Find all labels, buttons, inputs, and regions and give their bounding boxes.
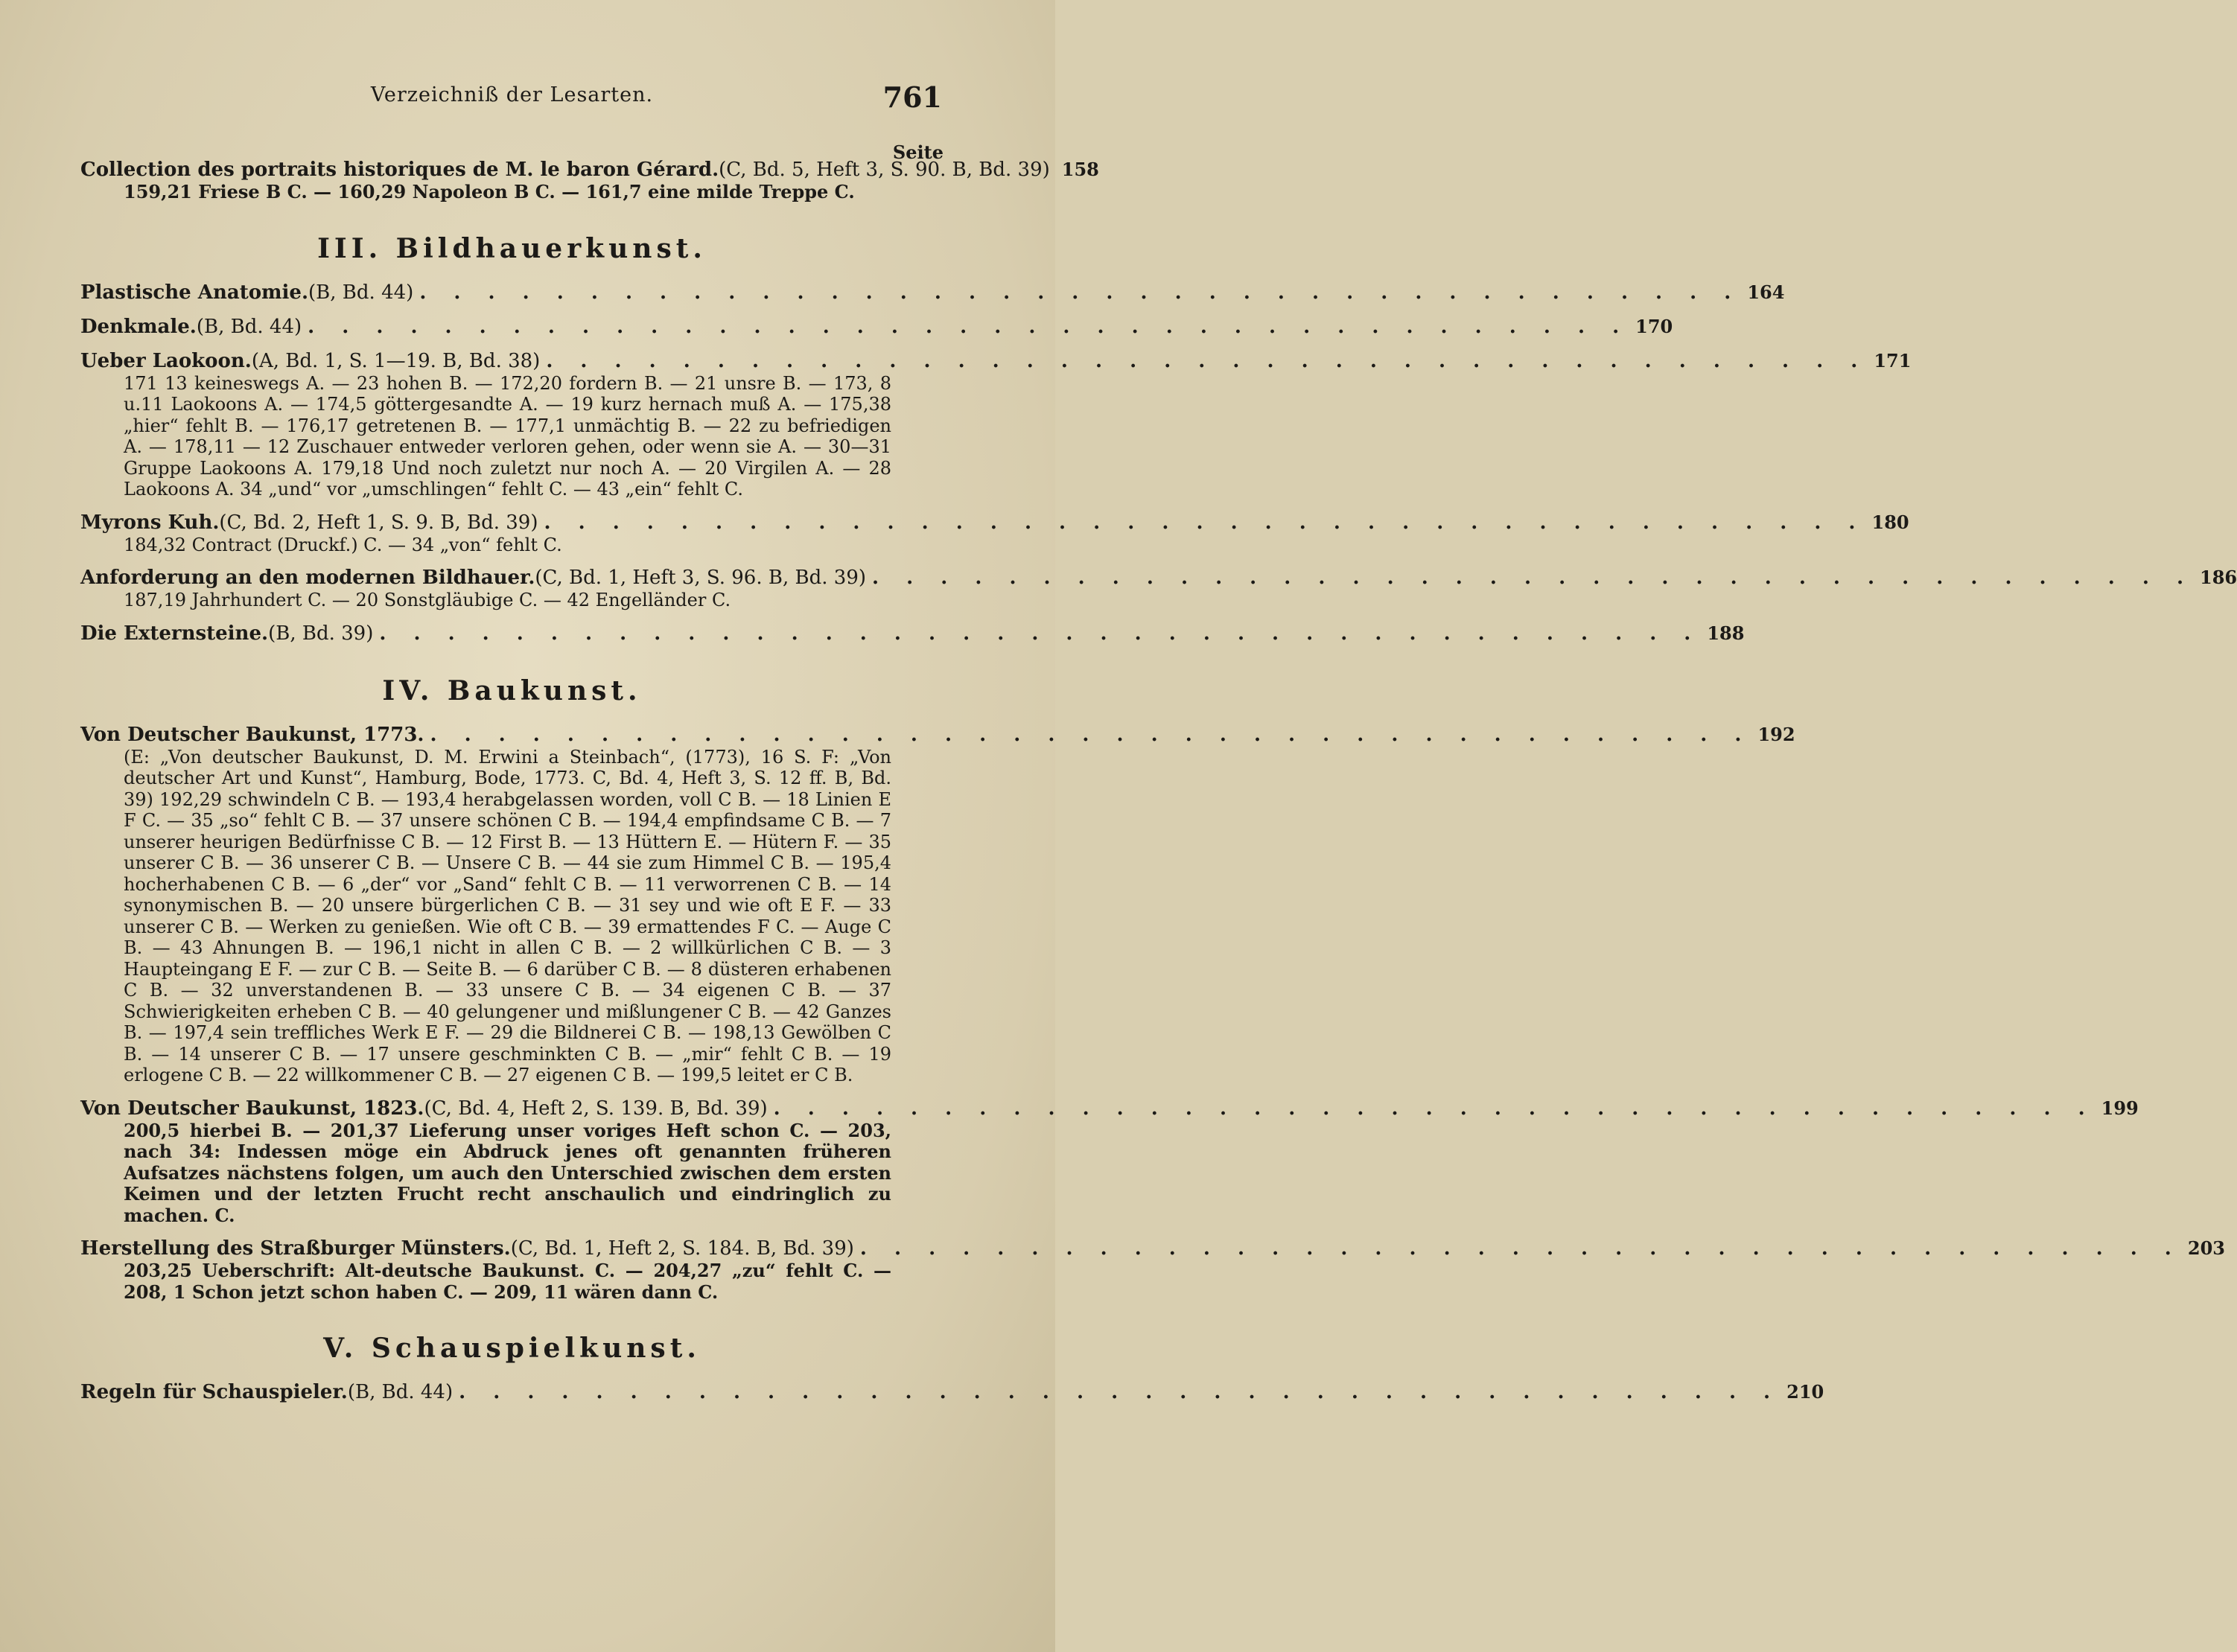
entry-deutsche-baukunst-1823 bbox=[80, 1097, 2139, 1227]
entry-title: Myrons Kuh. bbox=[80, 511, 220, 534]
entry-page: 164 bbox=[1747, 281, 1785, 303]
entry-page: 186 bbox=[2200, 567, 2237, 588]
entry-source: (C, Bd. 1, Heft 3, S. 96. B, Bd. 39) bbox=[535, 567, 867, 589]
entry-variants: 171 13 keineswegs A. — 23 hohen B. — 172,20 fordern B. — 21 unsre B. — 173, 8 u.11 Laokoons A. — 174,5 göttergesandte A. — 19 kurz hernach muß A. — 175,38 „hier“ fehlt B. — 176,17 getretenen B. — 177,1 unmächtig B. — 22 zu befriedigen A. — 178,11 — 12 Zuschauer entweder verloren gehen, oder wenn sie A. — 30—31 Gruppe Laokoons A. 179,18 Und noch zuletzt nur noch A. — 20 Virgilen A. — 28 Laokoons A. 34 „und“ vor „umschlingen“ fehlt C. — 43 „ein“ fehlt C. bbox=[124, 372, 891, 500]
leader-dots: . . . . . . . . . . . . . . . . . . . . . . . . . . . . . . . . . . . . . . . bbox=[872, 567, 2195, 589]
entry-collection-portraits bbox=[80, 158, 1099, 203]
section-title-bildhauerkunst: III. Bildhauerkunst. bbox=[317, 232, 707, 264]
entry-source: (B, Bd. 39) bbox=[268, 622, 374, 645]
entry-head bbox=[80, 1237, 2225, 1260]
running-head: Verzeichniß der Lesarten. bbox=[370, 83, 654, 106]
entry-title: Von Deutscher Baukunst, 1823. bbox=[80, 1097, 424, 1120]
entry-source: (B, Bd. 44) bbox=[196, 315, 302, 338]
entry-head bbox=[80, 281, 1785, 304]
entry-page: 188 bbox=[1707, 622, 1745, 644]
entry-head bbox=[80, 315, 1673, 339]
entry-regeln-schauspieler bbox=[80, 1380, 1824, 1404]
page-number: 761 bbox=[882, 80, 942, 114]
leader-dots: . . . . . . . . . . . . . . . . . . . . . . . . . . . . . . . . . . . . . . . bbox=[308, 315, 1630, 338]
leader-dots: . . . . . . . . . . . . . . . . . . . . . . . . . . . . . . . . . . . . . . . bbox=[379, 622, 1702, 645]
entry-head bbox=[80, 349, 1912, 373]
index-content bbox=[80, 158, 2237, 1404]
entry-page: 170 bbox=[1635, 315, 1673, 337]
entry-variants: 187,19 Jahrhundert C. — 20 Sonstgläubige C. — 42 Engelländer C. bbox=[124, 590, 731, 610]
entry-variants: 200,5 hierbei B. — 201,37 Lieferung unser voriges Heft schon C. — 203, nach 34: Indessen möge ein Abdruck jenes oft genannten früheren Aufsatzes nächstens folgen, um auch den Unterschied zwischen dem ersten Keimen und der letzten Frucht recht anschaulich und eindringlich zu machen. C. bbox=[124, 1119, 891, 1226]
entry-head bbox=[80, 622, 1745, 645]
entry-title: Ueber Laokoon. bbox=[80, 349, 252, 372]
entry-variants: 184,32 Contract (Druckf.) C. — 34 „von“ fehlt C. bbox=[124, 534, 562, 555]
entry-head bbox=[80, 566, 2237, 590]
entry-source: (C, Bd. 4, Heft 2, S. 139. B, Bd. 39) bbox=[424, 1097, 768, 1120]
entry-source: (C, Bd. 2, Heft 1, S. 9. B, Bd. 39) bbox=[219, 511, 538, 534]
entry-head bbox=[80, 511, 1909, 535]
seite-column-label: Seite bbox=[892, 141, 944, 163]
entry-head bbox=[80, 1380, 1824, 1404]
entry-title: Collection des portraits historiques de M. le baron Gérard. bbox=[80, 159, 719, 181]
entry-page: 210 bbox=[1786, 1381, 1824, 1403]
entry-page: 203 bbox=[2187, 1237, 2225, 1259]
entry-variants: 203,25 Ueberschrift: Alt-deutsche Baukunst. C. — 204,27 „zu“ fehlt C. — 208, 1 Schon jetzt schon haben C. — 209, 11 wären dann C. bbox=[124, 1260, 891, 1303]
entry-plastische-anatomie bbox=[80, 281, 1785, 304]
entry-title: Von Deutscher Baukunst, 1773. bbox=[80, 723, 424, 746]
entry-variants: (E: „Von deutscher Baukunst, D. M. Erwini a Steinbach“, (1773), 16 S. F: „Von deutscher Art und Kunst“, Hamburg, Bode, 1773. C, Bd. 4, Heft 3, S. 12 ff. B, Bd. 39) 192,29 schwindeln C B. — 193,4 herabgelassen worden, voll C B. — 18 Linien E F C. — 35 „so“ fehlt C B. — 37 unsere schönen C B. — 194,4 empfindsame C B. — 7 unserer heurigen Bedürfnisse C B. — 12 First B. — 13 Hüttern E. — Hütern F. — 35 unserer C B. — 36 unserer C B. — Unsere C B. — 44 sie zum Himmel C B. — 195,4 hocherhabenen C B. — 6 „der“ vor „Sand“ fehlt C B. — 11 verworrenen C B. — 14 synonymischen B. — 20 unsere bürgerlichen C B. — 31 sey und wie oft E F. — 33 unserer C B. — Werken zu genießen. Wie oft C B. — 39 ermattendes F C. — Auge C B. — 43 Ahnungen B. — 196,1 nicht in allen C B. — 2 willkürlichen C B. — 3 Haupteingang E F. — zur C B. — Seite B. — 6 darüber C B. — 8 düsteren erhabenen C B. — 32 unverstandenen B. — 33 unsere C B. — 34 eigenen C B. — 37 Schwierigkeiten erheben C B. — 40 gelungener und mißlungener C B. — 42 Ganzes B. — 197,4 sein treffliches Werk E F. — 29 die Bildnerei C B. — 198,13 Gewölben C B. — 14 unserer C B. — 17 unsere geschminkten C B. — „mir“ fehlt C B. — 19 erlogene C B. — 22 willkommener C B. — 27 eigenen C B. — 199,5 leitet er C B. bbox=[124, 746, 891, 1085]
entry-variants: 159,21 Friese B C. — 160,29 Napoleon B C. — 161,7 eine milde Treppe C. bbox=[124, 181, 855, 202]
leader-dots: . . . . . . . . . . . . . . . . . . . . . . . . . . . . . . . . . . . . . . . bbox=[419, 281, 1742, 304]
entry-source: (C, Bd. 5, Heft 3, S. 90. B, Bd. 39) bbox=[719, 159, 1050, 181]
entry-myrons-kuh bbox=[80, 511, 1909, 556]
entry-source: (B, Bd. 44) bbox=[347, 1381, 454, 1403]
entry-title: Herstellung des Straßburger Münsters. bbox=[80, 1237, 511, 1260]
entry-title: Regeln für Schauspieler. bbox=[80, 1381, 348, 1403]
entry-anforderung-bildhauer bbox=[80, 566, 2237, 611]
entry-page: 180 bbox=[1871, 511, 1909, 533]
entry-denkmale bbox=[80, 315, 1673, 339]
entry-source: (A, Bd. 1, S. 1—19. B, Bd. 38) bbox=[251, 349, 541, 372]
entry-strassburger-muenster bbox=[80, 1237, 2225, 1303]
entry-head bbox=[80, 1097, 2139, 1120]
entry-deutsche-baukunst-1773 bbox=[80, 723, 1795, 1086]
entry-title: Anforderung an den modernen Bildhauer. bbox=[80, 567, 535, 589]
entry-page: 192 bbox=[1757, 723, 1795, 745]
entry-title: Denkmale. bbox=[80, 315, 197, 338]
entry-source: (C, Bd. 1, Heft 2, S. 184. B, Bd. 39) bbox=[510, 1237, 854, 1260]
leader-dots: . . . . . . . . . . . . . . . . . . . . . . . . . . . . . . . . . . . . . . . bbox=[459, 1381, 1781, 1403]
entry-page: 158 bbox=[1061, 159, 1099, 180]
section-title-baukunst: IV. Baukunst. bbox=[382, 674, 642, 707]
leader-dots: . . . . . . . . . . . . . . . . . . . . . . . . . . . . . . . . . . . . . . . bbox=[430, 723, 1752, 746]
entry-ueber-laokoon bbox=[80, 349, 1912, 500]
entry-head bbox=[80, 723, 1795, 747]
entry-externsteine bbox=[80, 622, 1745, 645]
leader-dots: . . . . . . . . . . . . . . . . . . . . . . . . . . . . . . . . . . . . . . . bbox=[859, 1237, 2182, 1260]
section-title-schauspielkunst: V. Schauspielkunst. bbox=[323, 1333, 701, 1364]
entry-head bbox=[80, 158, 1099, 182]
entry-title: Die Externsteine. bbox=[80, 622, 269, 645]
entry-page: 199 bbox=[2101, 1097, 2139, 1119]
leader-dots: . . . . . . . . . . . . . . . . . . . . . . . . . . . . . . . . . . . . . . . bbox=[544, 511, 1866, 534]
entry-source: (B, Bd. 44) bbox=[308, 281, 414, 304]
leader-dots: . . . . . . . . . . . . . . . . . . . . . . . . . . . . . . . . . . . . . . . bbox=[546, 349, 1868, 372]
entry-title: Plastische Anatomie. bbox=[80, 281, 309, 304]
entry-page: 171 bbox=[1874, 349, 1912, 371]
leader-dots: . . . . . . . . . . . . . . . . . . . . . . . . . . . . . . . . . . . . . . . bbox=[773, 1097, 2096, 1120]
